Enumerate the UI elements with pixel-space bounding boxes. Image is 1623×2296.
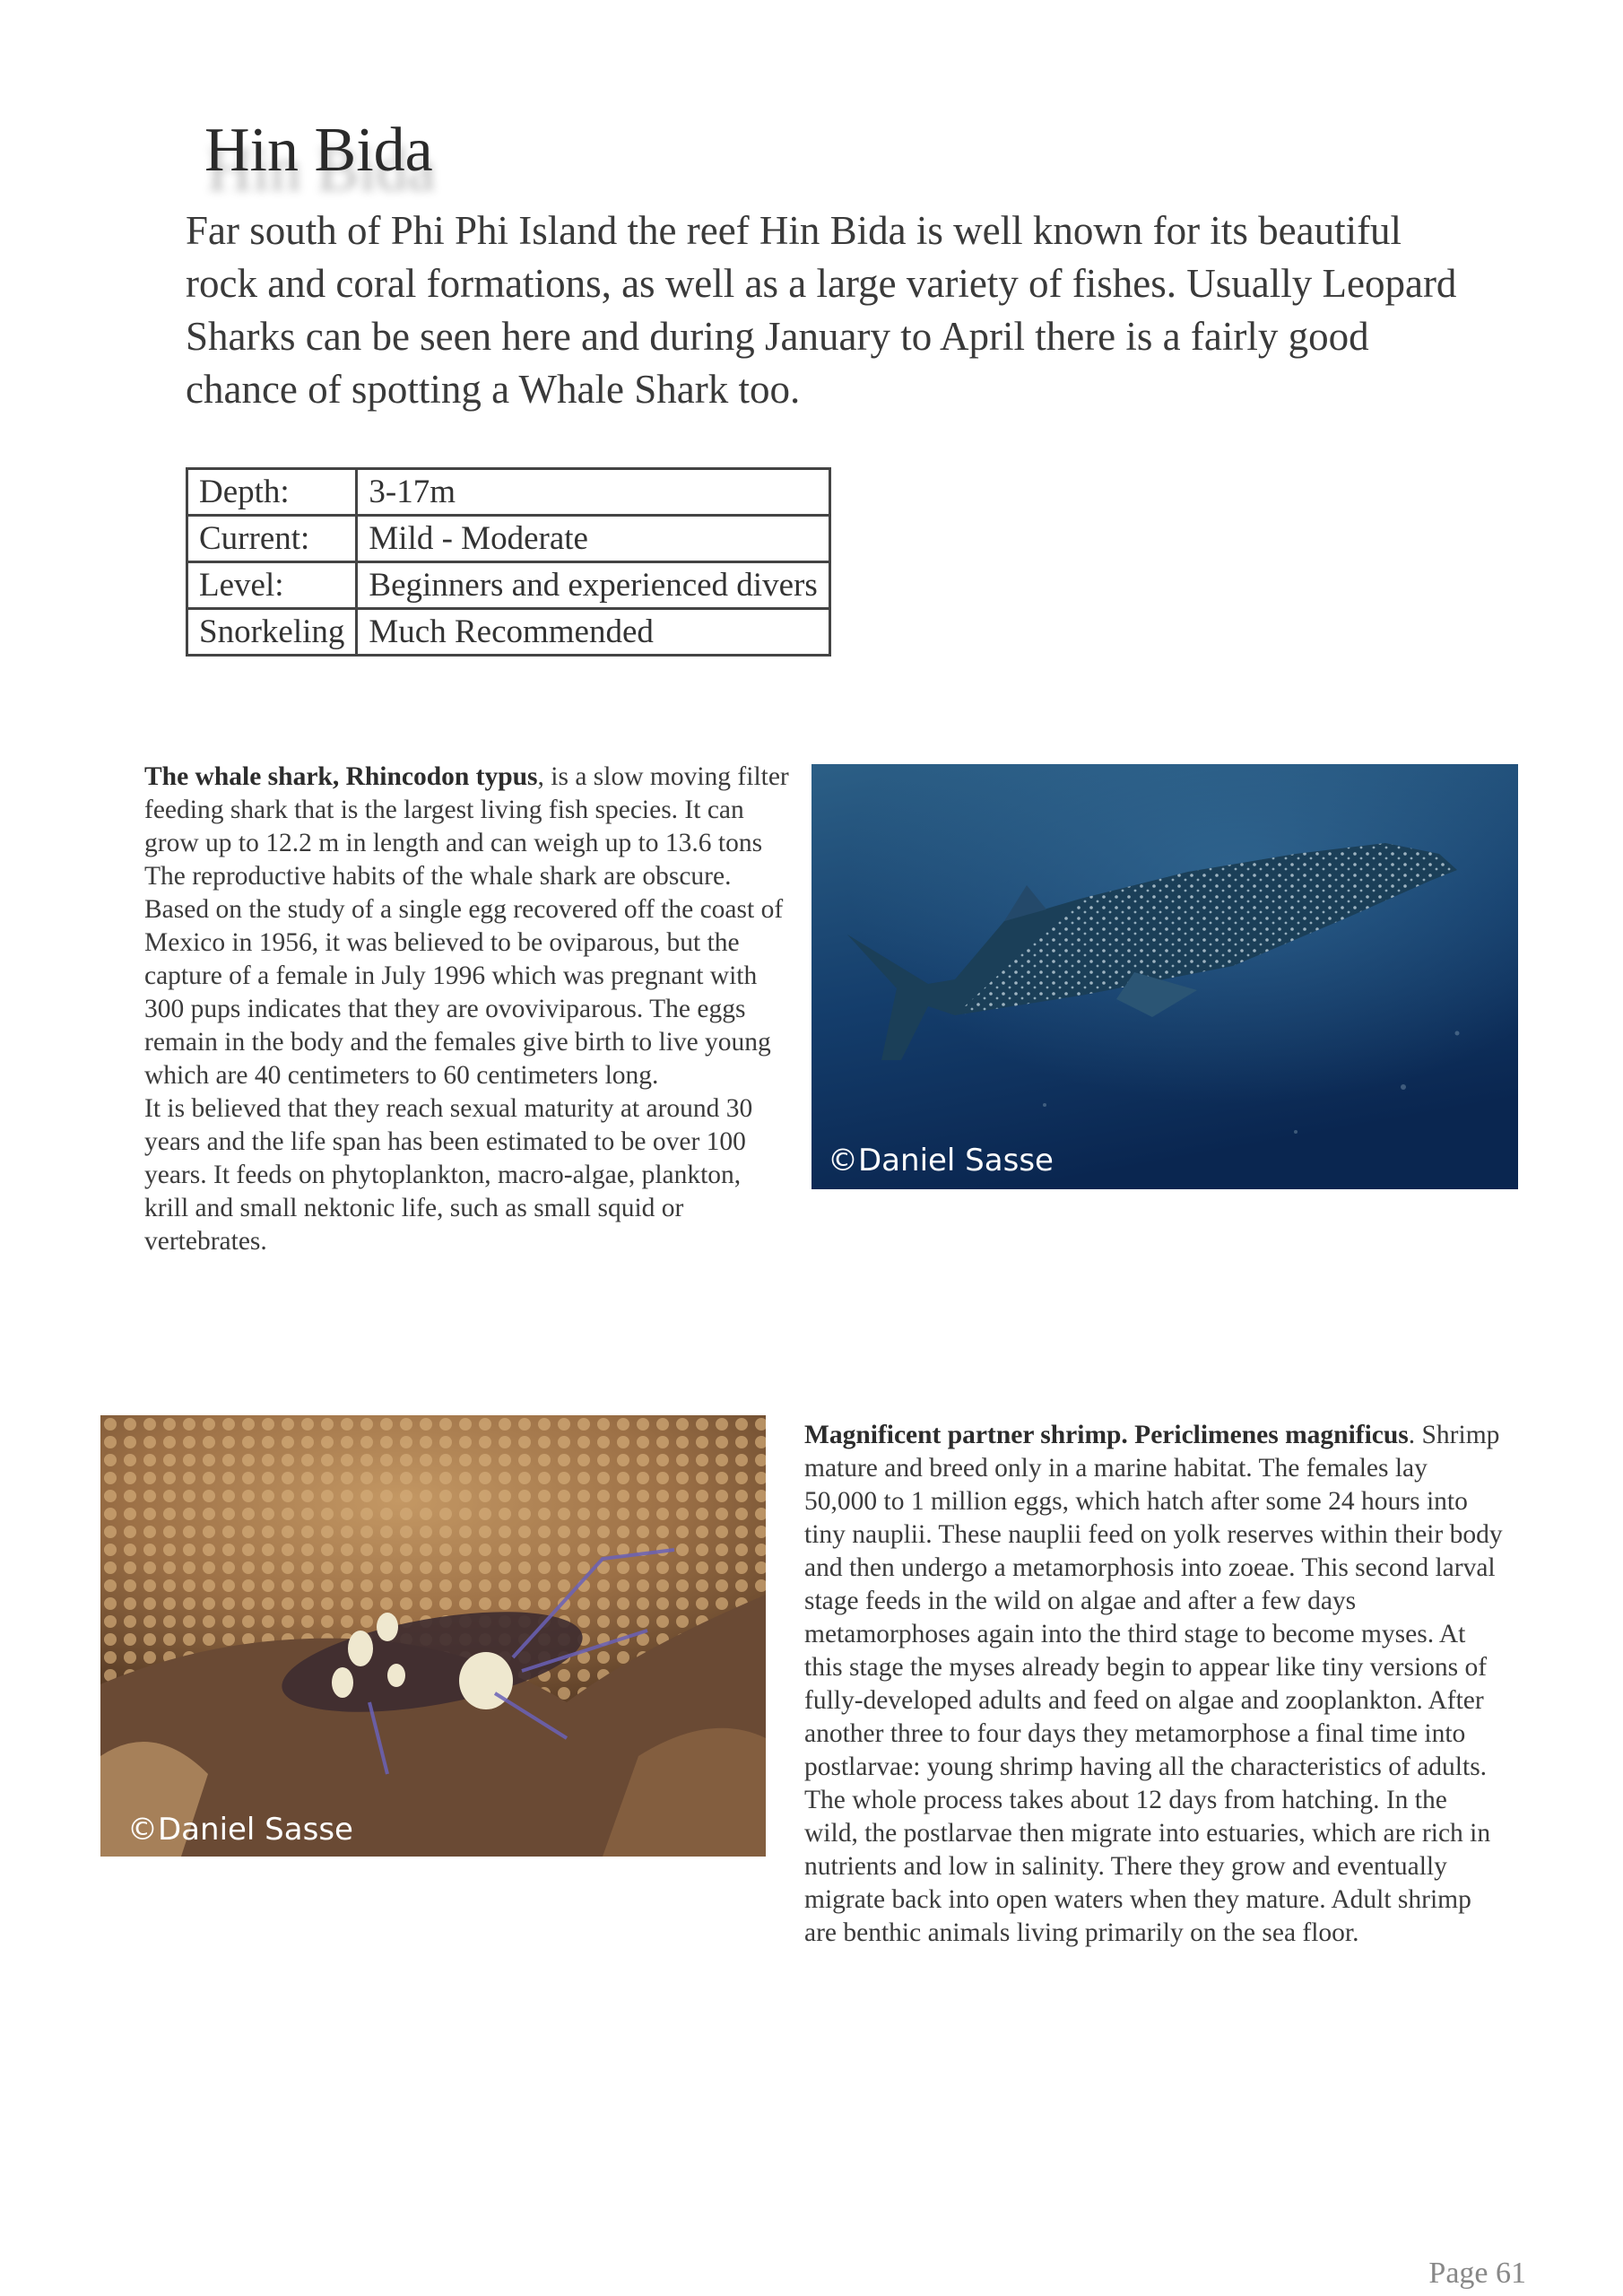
photo-credit: ©Daniel Sasse [828, 1143, 1054, 1178]
fact-label: Depth: [187, 469, 357, 516]
whale-shark-reproduction-text: The reproductive habits of the whale shark are obscure. Based on the study of a single egg recovered off the coast of Mexico in 1956, it was believed to be oviparous, but the capture of a female in July 1996 which was pregnant with 300 pups indicates that they are ovoviviparous. The eggs remain in the body and the females give birth to live young which are 40 centimeters to 60 centimeters long. [144, 862, 784, 1090]
whale-shark-text: , is a slow moving filter feeding shark that is the largest living fish species. It can grow up to 12.2 m in length and can weigh up to 13.6 tons [144, 762, 789, 857]
shrimp-heading: Magnificent partner shrimp. Periclimenes magnificus [804, 1421, 1409, 1449]
table-row [187, 469, 830, 516]
whale-shark-heading: The whale shark, Rhincodon typus [144, 762, 538, 791]
fact-label: Snorkeling [187, 609, 357, 656]
photo-credit: ©Daniel Sasse [127, 1812, 353, 1848]
whale-shark-photo [812, 764, 1518, 1189]
whale-shark-lifespan-text: It is believed that they reach sexual maturity at around 30 years and the life span has been estimated to be over 100 years. It feeds on phytoplankton, macro-algae, plankton, krill and small nektonic life, such as small squid or vertebrates. [144, 1094, 753, 1256]
page-number: Page 61 [1428, 2257, 1526, 2290]
fact-label: Current: [187, 516, 357, 562]
fact-value: Mild - Moderate [357, 516, 829, 562]
intro-paragraph: Far south of Phi Phi Island the reef Hin Bida is well known for its beautiful rock and coral formations, as well as a large variety of fishes. Usually Leopard Sharks can be seen here and during January to April there is a fairly good chance of spotting a Whale Shark too. [186, 208, 1457, 412]
whale-shark-description [144, 761, 790, 1258]
table-row [187, 609, 830, 656]
table-row [187, 516, 830, 562]
fact-value: 3-17m [357, 469, 829, 516]
shrimp-photo [100, 1415, 766, 1857]
fact-label: Level: [187, 562, 357, 609]
shrimp-description [804, 1419, 1504, 1950]
fact-value: Beginners and experienced divers [357, 562, 829, 609]
table-row [187, 562, 830, 609]
dive-facts-table [186, 467, 831, 657]
fact-value: Much Recommended [357, 609, 829, 656]
shrimp-text: . Shrimp mature and breed only in a marine habitat. The females lay 50,000 to 1 million eggs, which hatch after some 24 hours into tiny nauplii. These nauplii feed on yolk reserves within their body and then undergo a metamorphosis into zoeae. This second larval stage feeds in the wild on algae and after a few days metamorphoses again into the third stage to become myses. At this stage the myses already begin to appear like tiny versions of fully-developed adults and feed on algae and zooplankton. After another three to four days they metamorphose a final time into postlarvae: young shrimp having all the characteristics of adults. The whole process takes about 12 days from hatching. In the wild, the postlarvae then migrate into estuaries, which are rich in nutrients and low in salinity. There they grow and eventually migrate back into open waters when they mature. Adult shrimp are benthic animals living primarily on the sea floor. [804, 1421, 1503, 1947]
page-title: Hin Bida [204, 116, 433, 185]
